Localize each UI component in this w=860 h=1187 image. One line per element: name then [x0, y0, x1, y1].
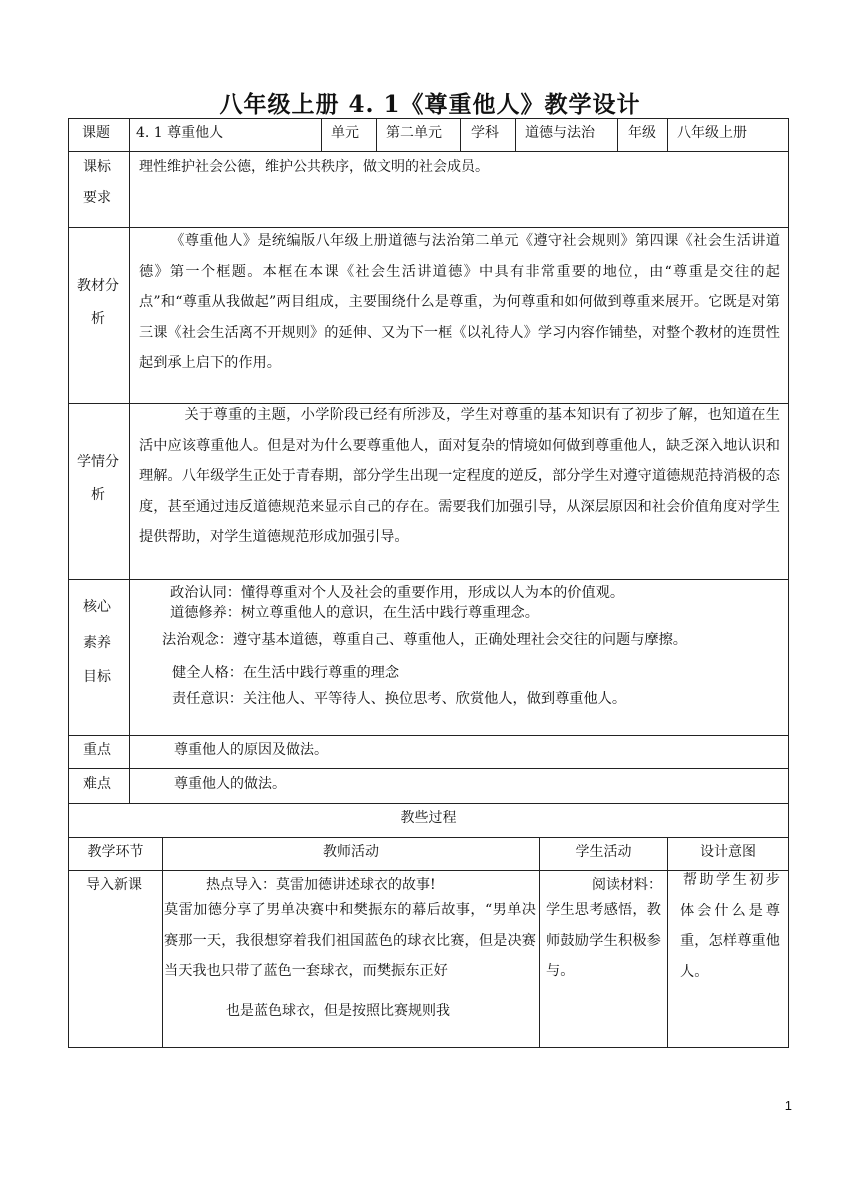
topic-value: 4. 1 尊重他人	[136, 125, 224, 141]
teacher-activity-title: 热点导入：莫雷加德讲述球衣的故事!	[206, 877, 436, 893]
col-intent-header: 设计意图	[700, 844, 756, 860]
standard-text: 理性维护社会公德，维护公共秩序，做文明的社会成员。	[139, 159, 489, 175]
textbook-text: 《尊重他人》是统编版八年级上册道德与法治第二单元《遵守社会规则》第四课《社会生活讲道德》第一个框题。本框在本课《社会生活讲道德》中具有非常重要的地位，由“尊重是交往的起点”和“尊重从我做起”两目组成，主要围绕什么是尊重，为何尊重和如何做到尊重来展开。它既是对第三课《社会生活离不开规则》的延伸、又为下一框《以礼待人》学习内容作铺垫，对整个教材的连贯性起到承上启下的作用。	[139, 233, 780, 371]
core-item-personality: 健全人格：在生活中践行尊重的理念	[172, 665, 400, 681]
page-number: 1	[784, 1098, 792, 1113]
students-label-1: 学情分	[77, 454, 119, 470]
grade-value: 八年级上册	[677, 125, 747, 141]
student-activity-body: 学生思考感悟，教师鼓励学生积极参与。	[546, 902, 661, 979]
subject-value: 道德与法治	[525, 125, 595, 141]
teacher-activity-body: 莫雷加德分享了男单决赛中和樊振东的幕后故事，“男单决赛那一天，我很想穿着我们祖国蓝色的球衣比赛，但是决赛当天我也只带了蓝色一套球衣，而樊振东正好	[164, 902, 536, 979]
difficulty-text: 尊重他人的做法。	[174, 776, 286, 792]
core-item-moral: 道德修养：树立尊重他人的意识，在生活中践行尊重理念。	[170, 605, 539, 621]
key-point-text: 尊重他人的原因及做法。	[174, 742, 328, 758]
core-label-1: 核心	[83, 599, 111, 615]
key-point-label: 重点	[83, 742, 111, 758]
textbook-label-2: 析	[91, 311, 105, 327]
document-title: 八年级上册 4. 1《尊重他人》教学设计	[219, 91, 641, 118]
design-intent-text: 帮助学生初步体会什么是尊重，怎样尊重他人。	[680, 872, 780, 980]
textbook-label-1: 教材分	[77, 278, 119, 294]
standard-label-1: 课标	[83, 159, 111, 175]
subject-label: 学科	[471, 125, 499, 141]
core-label-3: 目标	[83, 669, 111, 685]
core-item-law: 法治观念：遵守基本道德，尊重自己、尊重他人，正确处理社会交往的问题与摩擦。	[162, 632, 687, 648]
students-text: 关于尊重的主题，小学阶段已经有所涉及，学生对尊重的基本知识有了初步了解，也知道在生活中应该尊重他人。但是对为什么要尊重他人，面对复杂的情境如何做到尊重他人，缺乏深入地认识和理解。八年级学生正处于青春期，部分学生出现一定程度的逆反，部分学生对遵守道德规范持消极的态度，甚至通过违反道德规范来显示自己的存在。需要我们加强引导，从深层原因和社会价值角度对学生提供帮助，对学生道德规范形成加强引导。	[139, 407, 780, 545]
col-teacher-header: 教师活动	[323, 844, 379, 860]
col-stage-header: 教学环节	[87, 844, 144, 860]
col-student-header: 学生活动	[575, 844, 632, 860]
unit-value: 第二单元	[386, 125, 442, 141]
teacher-activity-last-line: 也是蓝色球衣，但是按照比赛规则我	[226, 1003, 450, 1019]
student-activity-title: 阅读材料：	[592, 877, 662, 893]
topic-label: 课题	[82, 125, 110, 141]
process-heading: 教些过程	[400, 810, 457, 826]
difficulty-label: 难点	[83, 776, 111, 792]
core-item-political: 政治认同：懂得尊重对个人及社会的重要作用，形成以人为本的价值观。	[170, 585, 625, 601]
grade-label: 年级	[628, 125, 656, 141]
unit-label: 单元	[331, 125, 359, 141]
standard-label-2: 要求	[83, 190, 111, 206]
core-label-2: 素养	[83, 635, 111, 651]
students-label-2: 析	[91, 487, 105, 503]
stage-intro: 导入新课	[86, 877, 142, 893]
core-item-responsibility: 责任意识：关注他人、平等待人、换位思考、欣赏他人，做到尊重他人。	[172, 691, 627, 707]
